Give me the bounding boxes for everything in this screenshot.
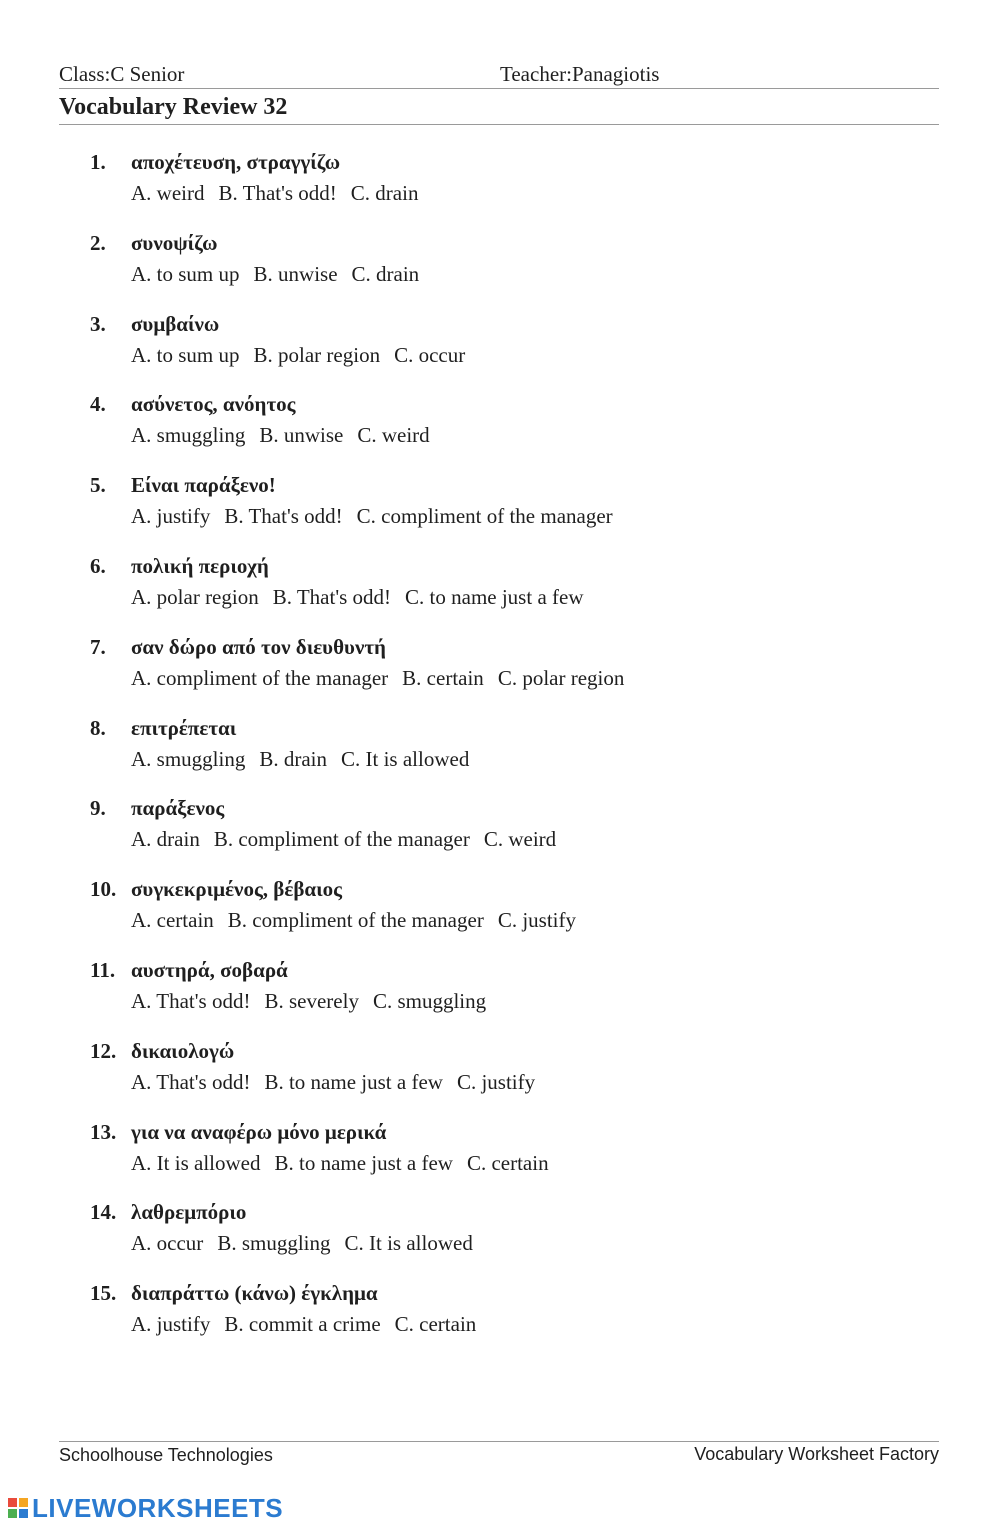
answer-option[interactable]: B. commit a crime bbox=[224, 1312, 381, 1337]
answer-option[interactable]: B. unwise bbox=[259, 423, 344, 448]
question-item bbox=[0, 635, 1000, 705]
answer-option[interactable]: B. That's odd! bbox=[224, 504, 343, 529]
answer-option[interactable]: C. justify bbox=[456, 1069, 536, 1094]
question-item bbox=[0, 796, 1000, 866]
answer-option[interactable]: A. That's odd! bbox=[131, 989, 251, 1013]
footer-product: Vocabulary Worksheet Factory bbox=[694, 1444, 939, 1464]
question-item bbox=[0, 554, 1000, 624]
question-number: 1. bbox=[90, 150, 106, 174]
answer-options bbox=[131, 747, 483, 772]
answer-option[interactable]: B. smuggling bbox=[217, 1231, 331, 1256]
answer-option[interactable]: C. polar region bbox=[497, 665, 625, 690]
answer-options bbox=[131, 989, 500, 1014]
question-term: λαθρεμπόριο bbox=[131, 1200, 247, 1225]
question-term: παράξενος bbox=[131, 796, 225, 821]
answer-option[interactable]: B. drain bbox=[259, 746, 327, 771]
answer-option[interactable]: B. to name just a few bbox=[274, 1150, 453, 1175]
answer-option[interactable]: B. That's odd! bbox=[272, 585, 392, 609]
question-number: 15. bbox=[90, 1281, 117, 1306]
answer-option[interactable]: B. unwise bbox=[253, 261, 338, 286]
answer-option[interactable]: C. weird bbox=[357, 423, 430, 448]
answer-option[interactable]: C. weird bbox=[483, 827, 557, 852]
answer-option[interactable]: A. to sum up bbox=[131, 261, 240, 286]
answer-options bbox=[131, 504, 627, 529]
question-term: διαπράττω (κάνω) έγκλημα bbox=[131, 1281, 378, 1306]
answer-options bbox=[131, 1151, 563, 1176]
question-term: για να αναφέρω μόνο μερικά bbox=[131, 1119, 387, 1144]
answer-options bbox=[131, 1231, 487, 1256]
question-item bbox=[0, 312, 1000, 382]
answer-option[interactable]: C. drain bbox=[350, 181, 419, 205]
answer-options bbox=[131, 343, 479, 368]
question-number: 11. bbox=[90, 958, 116, 982]
answer-option[interactable]: B. compliment of the manager bbox=[213, 827, 470, 852]
question-number: 4. bbox=[90, 392, 106, 417]
question-item bbox=[0, 392, 1000, 462]
answer-option[interactable]: C. smuggling bbox=[372, 989, 487, 1013]
logo-text: LIVEWORKSHEETS bbox=[32, 1492, 284, 1523]
answer-option[interactable]: B. compliment of the manager bbox=[227, 908, 484, 933]
answer-option[interactable]: C. occur bbox=[394, 342, 466, 367]
answer-option[interactable]: A. certain bbox=[131, 908, 214, 933]
class-label: Class:C Senior bbox=[59, 62, 185, 86]
answer-option[interactable]: A. It is allowed bbox=[131, 1150, 261, 1175]
question-number: 13. bbox=[90, 1119, 117, 1144]
logo-squares-icon bbox=[8, 1498, 28, 1518]
worksheet-header bbox=[59, 62, 939, 89]
question-item bbox=[0, 473, 1000, 543]
question-number: 6. bbox=[90, 554, 106, 578]
question-number: 7. bbox=[90, 634, 106, 659]
answer-option[interactable]: A. compliment of the manager bbox=[131, 665, 389, 690]
question-term: συμβαίνω bbox=[131, 311, 220, 336]
answer-option[interactable]: C. to name just a few bbox=[405, 585, 584, 609]
question-term: πολική περιοχή bbox=[131, 554, 269, 578]
question-number: 12. bbox=[90, 1038, 117, 1063]
question-number: 9. bbox=[90, 796, 106, 821]
answer-option[interactable]: A. drain bbox=[131, 827, 200, 852]
question-term: ασύνετος, ανόητος bbox=[131, 392, 296, 417]
answer-option[interactable]: A. That's odd! bbox=[131, 1069, 251, 1094]
question-term: σαν δώρο από τον διευθυντή bbox=[131, 634, 386, 659]
question-item bbox=[0, 1200, 1000, 1270]
answer-option[interactable]: A. justify bbox=[131, 504, 211, 529]
worksheet-title: Vocabulary Review 32 bbox=[59, 94, 939, 125]
answer-option[interactable]: C. certain bbox=[466, 1150, 549, 1175]
answer-option[interactable]: A. occur bbox=[131, 1231, 204, 1256]
answer-options bbox=[131, 1070, 549, 1095]
answer-option[interactable]: C. certain bbox=[394, 1312, 477, 1337]
answer-option[interactable]: A. to sum up bbox=[131, 342, 240, 367]
answer-option[interactable]: B. polar region bbox=[253, 342, 381, 367]
answer-options bbox=[131, 666, 638, 691]
answer-option[interactable]: B. severely bbox=[264, 989, 359, 1013]
answer-option[interactable]: C. It is allowed bbox=[344, 1231, 473, 1256]
question-item bbox=[0, 716, 1000, 786]
teacher-label: Teacher:Panagiotis bbox=[500, 62, 660, 86]
answer-option[interactable]: C. compliment of the manager bbox=[356, 504, 613, 529]
question-item bbox=[0, 231, 1000, 301]
question-term: δικαιολογώ bbox=[131, 1038, 235, 1063]
answer-options bbox=[131, 827, 570, 852]
answer-options bbox=[131, 585, 598, 610]
question-item bbox=[0, 150, 1000, 220]
answer-option[interactable]: A. polar region bbox=[131, 585, 259, 609]
question-term: συνοψίζω bbox=[131, 230, 218, 255]
answer-options bbox=[131, 908, 590, 933]
question-item bbox=[0, 958, 1000, 1028]
answer-option[interactable]: A. smuggling bbox=[131, 746, 246, 771]
question-term: συγκεκριμένος, βέβαιος bbox=[131, 877, 342, 902]
answer-option[interactable]: B. to name just a few bbox=[264, 1069, 443, 1094]
question-number: 10. bbox=[90, 877, 117, 902]
answer-option[interactable]: B. That's odd! bbox=[218, 181, 337, 205]
question-number: 5. bbox=[90, 473, 106, 498]
answer-option[interactable]: A. justify bbox=[131, 1312, 211, 1337]
answer-options bbox=[131, 1312, 490, 1337]
question-number: 2. bbox=[90, 230, 106, 255]
answer-option[interactable]: B. certain bbox=[402, 665, 484, 690]
question-term: Είναι παράξενο! bbox=[131, 473, 276, 498]
question-item bbox=[0, 877, 1000, 947]
question-number: 8. bbox=[90, 715, 106, 740]
answer-options bbox=[131, 181, 432, 206]
question-item bbox=[0, 1281, 1000, 1351]
answer-options bbox=[131, 423, 444, 448]
answer-option[interactable]: A. weird bbox=[131, 181, 205, 205]
question-term: επιτρέπεται bbox=[131, 715, 237, 740]
question-term: αποχέτευση, στραγγίζω bbox=[131, 150, 341, 174]
footer-publisher: Schoolhouse Technologies bbox=[59, 1445, 273, 1465]
liveworksheets-logo[interactable] bbox=[8, 1494, 283, 1522]
question-term: αυστηρά, σοβαρά bbox=[131, 958, 288, 982]
question-number: 3. bbox=[90, 311, 106, 336]
question-number: 14. bbox=[90, 1200, 117, 1225]
worksheet-footer bbox=[59, 1441, 939, 1470]
answer-option[interactable]: A. smuggling bbox=[131, 423, 246, 448]
answer-option[interactable]: C. It is allowed bbox=[341, 746, 470, 771]
answer-option[interactable]: C. drain bbox=[351, 261, 420, 286]
question-item bbox=[0, 1039, 1000, 1109]
answer-options bbox=[131, 262, 433, 287]
answer-option[interactable]: C. justify bbox=[497, 908, 576, 933]
question-item bbox=[0, 1120, 1000, 1190]
